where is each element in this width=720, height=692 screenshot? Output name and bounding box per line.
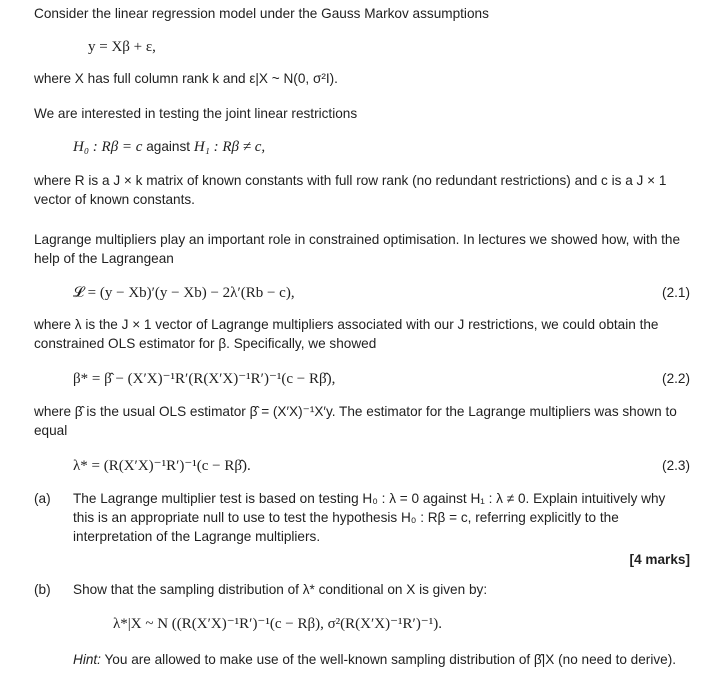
- equation-2-2-number: (2.2): [662, 371, 690, 386]
- hint-label: Hint:: [73, 652, 101, 667]
- lagrange-intro: Lagrange multipliers play an important role in constrained optimisation. In lectures we showed how, with the help of the Lagrangean: [34, 232, 681, 266]
- part-b-text: Show that the sampling distribution of λ* conditional on X is given by:: [73, 582, 488, 597]
- hypotheses-body: [73, 136, 265, 158]
- equation-2-3-number: (2.3): [662, 458, 690, 473]
- part-b-label: (b): [34, 582, 51, 597]
- ols-definition: where β̂ is the usual OLS estimator β̂ = (X′X)⁻¹X′y. The estimator for the Lagrange multipliers was shown to equal: [34, 404, 677, 438]
- lambda-definition: where λ is the J × 1 vector of Lagrange multipliers associated with our J restrictions, we could obtain the constrained OLS estimator for β. Specifically, we showed: [34, 317, 659, 351]
- test-intro: We are interested in testing the joint linear restrictions: [34, 106, 358, 121]
- restrictions-definition: where R is a J × k matrix of known constants with full row rank (no redundant restrictions) and c is a J × 1 vector of known constants.: [34, 173, 667, 207]
- alternative-hypothesis: H₁ : Rβ ≠ c,: [193, 139, 266, 155]
- part-a-marks: [4 marks]: [629, 552, 690, 567]
- hint-content: [73, 650, 690, 669]
- equation-2-1-number: (2.1): [662, 285, 690, 300]
- against-word: against: [146, 139, 191, 154]
- equation-2-1-expr: 𝓛 = (y − Xb)′(y − Xb) − 2λ′(Rb − c),: [73, 285, 295, 301]
- distribution-equation-expr: λ*|X ~ N ((R(X′X)⁻¹R′)⁻¹(c − Rβ), σ²(R(X′X)⁻¹R′)⁻¹).: [113, 616, 442, 632]
- null-hypothesis: H₀ : Rβ = c: [73, 139, 143, 155]
- model-equation-expr: y = Xβ + ε,: [88, 39, 156, 55]
- equation-2-3-expr: λ* = (R(X′X)⁻¹R′)⁻¹(c − Rβ̂).: [73, 458, 251, 474]
- part-a-label: (a): [34, 491, 51, 506]
- equation-2-2-expr: β* = β̂ − (X′X)⁻¹R′(R(X′X)⁻¹R′)⁻¹(c − Rβ̂),: [73, 371, 336, 387]
- intro-text: Consider the linear regression model under the Gauss Markov assumptions: [34, 6, 489, 21]
- hint-text: You are allowed to make use of the well-known sampling distribution of β̂|X (no need to derive).: [104, 652, 677, 667]
- part-a-text: The Lagrange multiplier test is based on testing H₀ : λ = 0 against H₁ : λ ≠ 0. Explain intuitively why this is an appropriate null to use to test the hypothesis H₀ : Rβ = c, referring explicitly to the interpretation of the Lagrange multipliers.: [73, 491, 666, 544]
- model-condition: where X has full column rank k and ε|X ~ N(0, σ²I).: [34, 71, 338, 86]
